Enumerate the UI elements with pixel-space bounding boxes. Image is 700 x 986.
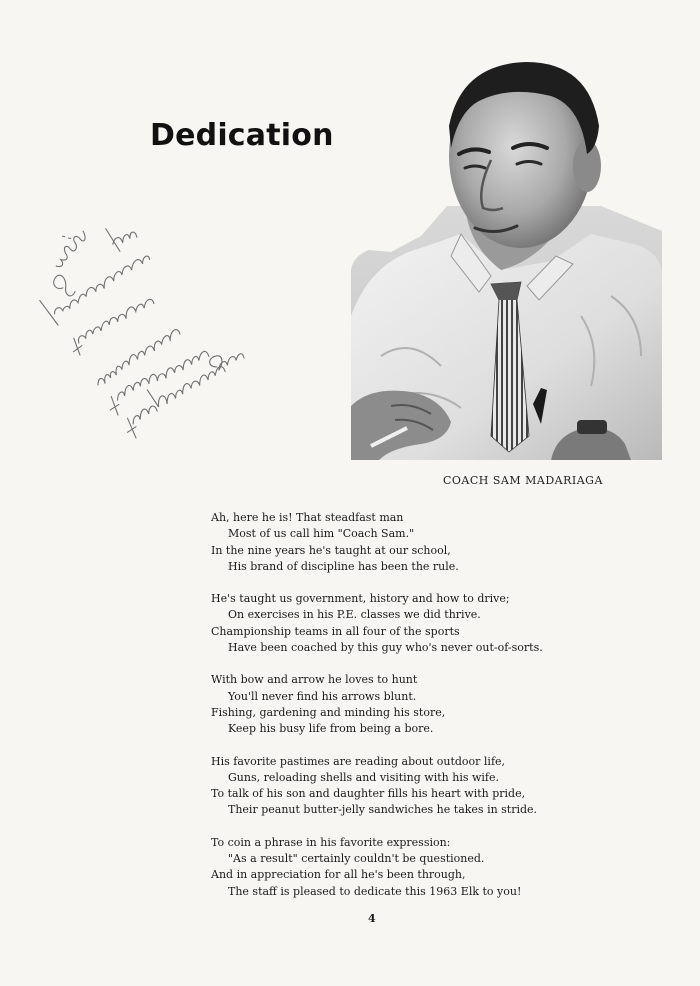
poem-stanza (211, 754, 591, 819)
poem-line: Have been coached by this guy who's never out-of-sorts. (228, 641, 543, 655)
photo-caption: COACH SAM MADARIAGA (443, 474, 603, 487)
poem-line: To talk of his son and daughter fills his heart with pride, (211, 787, 526, 801)
poem-line: "As a result" certainly couldn't be questioned. (228, 852, 485, 866)
poem-line: On exercises in his P.E. classes we did thrive. (228, 608, 481, 622)
poem-stanza (211, 672, 591, 737)
poem-line: His brand of discipline has been the rule. (228, 559, 459, 573)
poem-stanza (211, 835, 591, 900)
poem-line: His favorite pastimes are reading about outdoor life, (211, 754, 506, 768)
poem-line: In the nine years he's taught at our school, (211, 543, 451, 557)
dedication-poem (211, 510, 591, 916)
poem-line: Guns, reloading shells and visiting with his wife. (228, 770, 499, 784)
page-number: 4 (368, 912, 376, 925)
page-title: Dedication (150, 118, 334, 153)
poem-line: Their peanut butter-jelly sandwiches he takes in stride. (228, 803, 538, 817)
poem-line: Championship teams in all four of the sports (211, 624, 460, 638)
poem-line: Most of us call him "Coach Sam." (228, 527, 415, 541)
coach-portrait-photo (351, 56, 662, 460)
handwritten-signature (18, 150, 318, 440)
poem-line: Ah, here he is! That steadfast man (211, 511, 404, 524)
poem-line: The staff is pleased to dedicate this 1963 Elk to you! (228, 884, 522, 898)
poem-line: He's taught us government, history and how to drive; (211, 592, 510, 606)
poem-stanza (211, 591, 591, 656)
poem-line: You'll never find his arrows blunt. (228, 689, 417, 703)
poem-line: With bow and arrow he loves to hunt (211, 673, 418, 687)
poem-line: Fishing, gardening and minding his store, (211, 705, 446, 719)
poem-line: Keep his busy life from being a bore. (228, 722, 434, 736)
poem-stanza (211, 510, 591, 575)
poem-line: And in appreciation for all he's been through, (211, 868, 466, 882)
poem-line: To coin a phrase in his favorite expression: (211, 835, 451, 849)
